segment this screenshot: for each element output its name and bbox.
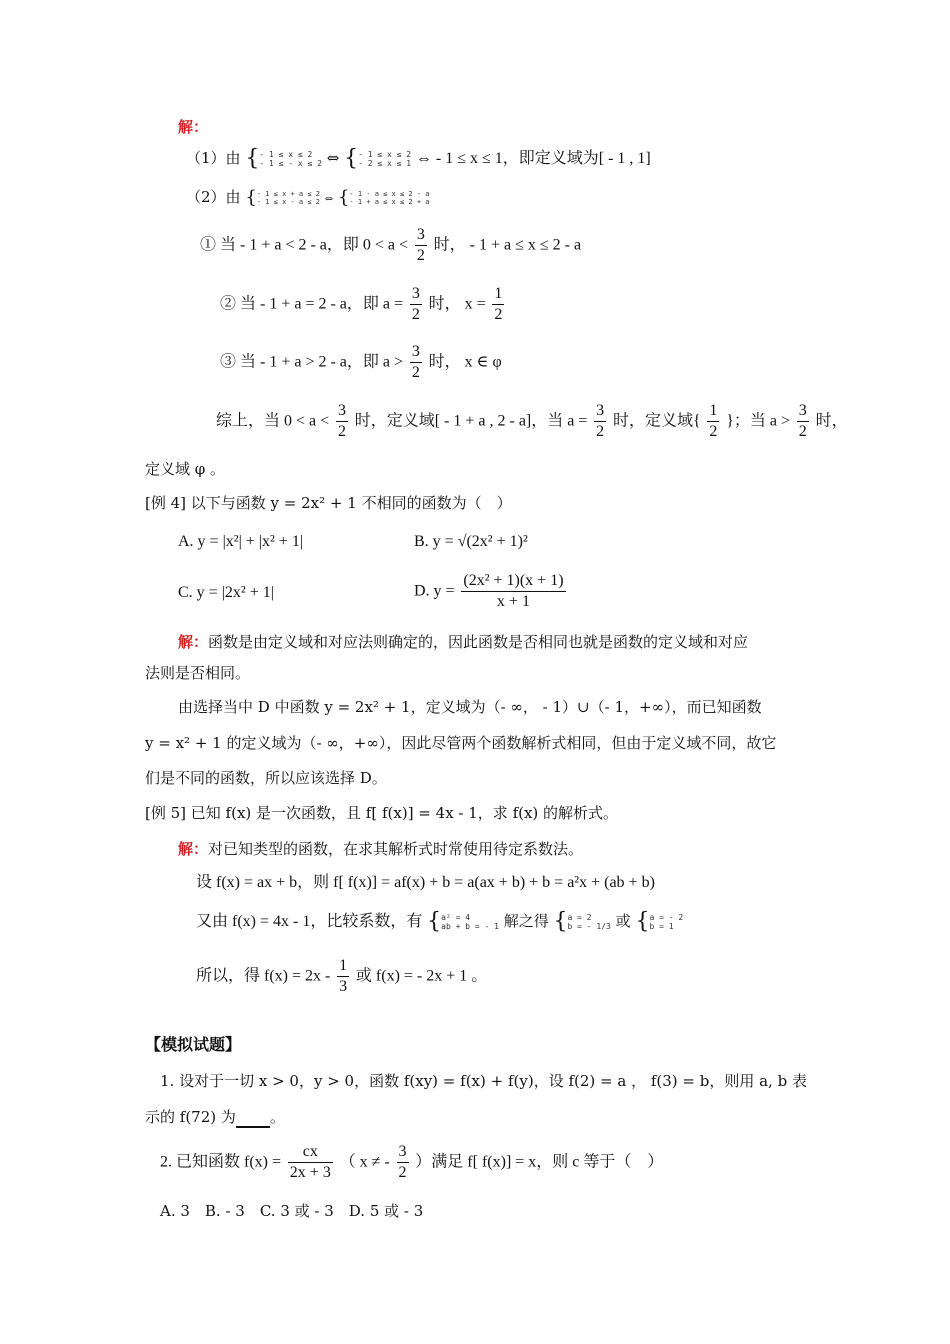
- example5-solution-line4: 所以，得 f(x) = 2x - $\frac{1}{3}$ 或 f(x) = - 2x + 1 。: [196, 957, 488, 995]
- left-brace-icon: {: [337, 187, 350, 208]
- mock-question1-line1: 1. 设对于一切 x > 0，y > 0，函数 f(xy) = f(x) + f(y)，设 f(2) = a ， f(3) = b，则用 a, b 表: [160, 1072, 807, 1090]
- fraction: $\frac{1}{3}$: [339, 957, 348, 995]
- left-brace-icon: {: [245, 146, 260, 171]
- part1-equiv-arrow: ⇔: [326, 149, 340, 167]
- mock-question1-line2: 示的 f(72) 为 。: [145, 1108, 285, 1126]
- example4-option-c: C. y = |2x² + 1|: [178, 584, 274, 601]
- left-brace-icon: {: [344, 146, 359, 171]
- example5-solution2: a = - 2 b = 1: [649, 913, 684, 931]
- left-brace-icon: {: [635, 909, 650, 934]
- case1-line: ① 当 - 1 + a < 2 - a，即 0 < a < $\frac{3}{2}$ 时， - 1 + a ≤ x ≤ 2 - a: [200, 226, 582, 264]
- example4-title: [例 4] 以下与函数 y = 2x² + 1 不相同的函数为（ ）: [145, 494, 512, 512]
- example4-solution-line1: 解：函数是由定义域和对应法则确定的，因此函数是否相同也就是函数的定义域和对应: [178, 633, 749, 651]
- example5-solution1: a = 2 b = - 1/3: [567, 913, 611, 931]
- fraction: $\frac{1}{2}$: [709, 402, 718, 440]
- example5-solution-line3: 又由 f(x) = 4x - 1，比较系数，有 {a² = 4 ab + b = - 1 解之得 {a = 2 b = - 1/3 或 {a = - 2 b = 1: [196, 909, 684, 934]
- part1-line: [186, 147, 651, 170]
- fraction: $\frac{3}{2}$: [416, 226, 425, 264]
- example5-system: a² = 4 ab + b = - 1: [441, 913, 499, 931]
- summary-continuation: 定义域 φ 。: [145, 460, 226, 478]
- fraction: $\frac{3}{2}$: [411, 285, 420, 323]
- left-brace-icon: {: [427, 909, 442, 934]
- fraction: $\frac{3}{2}$: [596, 402, 605, 440]
- part2-prefix: （2）由: [186, 188, 241, 206]
- example4-option-a: A. y = |x²| + |x² + 1|: [178, 533, 304, 550]
- example4-solution-line3: 由选择当中 D 中函数 y = 2x² + 1，定义域为（- ∞， - 1）∪（- 1，+∞），而已知函数: [178, 698, 762, 716]
- mock-test-heading: 【模拟试题】: [145, 1035, 242, 1054]
- mock-question2: 2. 已知函数 f(x) = $\frac{cx}{2x + 3}$ （ x ≠ - $\frac{3}{2}$ ）满足 f[ f(x)] = x，则 c 等于（ ）: [160, 1143, 664, 1181]
- part2-equiv-arrow: ⇔: [324, 194, 334, 205]
- example4-solution-line2: 法则是否相同。: [145, 664, 251, 682]
- part1-system-a: - 1 ≤ x ≤ 2 - 1 ≤ - x ≤ 2: [259, 150, 322, 168]
- fraction: $\frac{1}{2}$: [494, 285, 503, 323]
- fraction: $\frac{3}{2}$: [411, 343, 420, 381]
- summary-line: 综上，当 0 < a < $\frac{3}{2}$ 时，定义域[ - 1 + a , 2 - a]，当 a = $\frac{3}{2}$ 时，定义域{ $\frac{1}{2}$ }；当 a > $\frac{3}{2}$ 时，: [216, 402, 848, 440]
- part1-system-b: - 1 ≤ x ≤ 2 - 2 ≤ x ≤ 1: [358, 150, 412, 168]
- part1-result: ⇔ - 1 ≤ x ≤ 1，即定义域为[ - 1 , 1]: [415, 150, 651, 167]
- solution-label: 解：: [178, 118, 209, 136]
- fraction: $\frac{3}{2}$: [337, 402, 346, 440]
- example4-option-d: D. y = $\frac{\text{(2x² + 1)(x + 1)}}{x + 1}$: [414, 572, 564, 610]
- example5-title: [例 5] 已知 f(x) 是一次函数，且 f[ f(x)] = 4x - 1，求 f(x) 的解析式。: [145, 804, 619, 822]
- answer-blank: [236, 1110, 270, 1128]
- part1-prefix: （1）由: [186, 149, 241, 167]
- part2-line: [186, 186, 429, 211]
- example4-option-b: B. y = √(2x² + 1)²: [414, 533, 528, 550]
- example4-solution-line4: y = x² + 1 的定义域为（- ∞，+∞），因此尽管两个函数解析式相同，但由于定义域不同，故它: [145, 734, 777, 752]
- part2-system-b: - 1 - a ≤ x ≤ 2 - a - 1 + a ≤ x ≤ 2 + a: [349, 190, 430, 206]
- left-brace-icon: {: [245, 187, 257, 208]
- example5-solution-line2: 设 f(x) = ax + b，则 f[ f(x)] = af(x) + b = a(ax + b) + b = a²x + (ab + b): [196, 874, 655, 891]
- fraction: $\frac{\text{(2x² + 1)(x + 1)}}{x + 1}$: [463, 572, 564, 610]
- fraction: $\frac{3}{2}$: [398, 1143, 407, 1181]
- example4-solution-line5: 们是不同的函数，所以应该选择 D。: [145, 769, 387, 787]
- left-brace-icon: {: [553, 909, 568, 934]
- example5-solution-line1: 解：对已知类型的函数，在求其解析式时常使用待定系数法。: [178, 840, 584, 858]
- case2-line: ② 当 - 1 + a = 2 - a，即 a = $\frac{3}{2}$ 时， x = $\frac{1}{2}$: [220, 285, 503, 323]
- fraction: $\frac{cx}{2x + 3}$: [289, 1143, 331, 1181]
- fraction: $\frac{3}{2}$: [798, 402, 807, 440]
- part2-system-a: - 1 ≤ x + a ≤ 2 - 1 ≤ x - a ≤ 2: [256, 190, 320, 206]
- case3-line: ③ 当 - 1 + a > 2 - a，即 a > $\frac{3}{2}$ 时， x ∈ φ: [220, 343, 502, 381]
- mock-question2-options: A. 3 B. - 3 C. 3 或 - 3 D. 5 或 - 3: [160, 1202, 424, 1220]
